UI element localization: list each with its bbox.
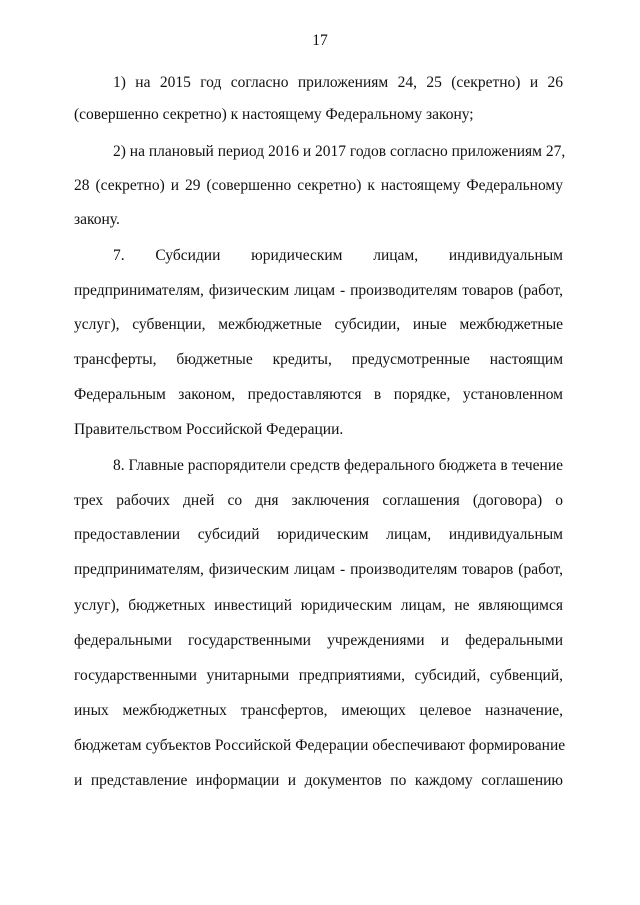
- page-number: 17: [312, 32, 328, 49]
- text-line: 8. Главные распорядители средств федерального бюджета в течение: [113, 457, 563, 474]
- text-line: услуг), субвенции, межбюджетные субсидии, иные межбюджетные: [74, 316, 563, 333]
- text-line: закону.: [74, 211, 120, 228]
- text-line: иных межбюджетных трансфертов, имеющих целевое назначение,: [74, 702, 563, 719]
- text-line: Правительством Российской Федерации.: [74, 421, 344, 438]
- text-line: 7. Субсидии юридическим лицам, индивидуальным: [113, 247, 563, 264]
- text-line: бюджетам субъектов Российской Федерации обеспечивают формирование: [74, 737, 566, 754]
- text-line: 1) на 2015 год согласно приложениям 24, 25 (секретно) и 26: [113, 74, 563, 91]
- text-line: предпринимателям, физическим лицам - производителям товаров (работ,: [74, 561, 563, 578]
- text-line: федеральными государственными учреждениями и федеральными: [74, 632, 563, 649]
- text-line: Федеральным законом, предоставляются в порядке, установленном: [74, 386, 563, 403]
- text-line: государственными унитарными предприятиями, субсидий, субвенций,: [74, 667, 563, 684]
- text-line: и представление информации и документов по каждому соглашению: [74, 772, 563, 789]
- text-line: предоставлении субсидий юридическим лицам, индивидуальным: [74, 526, 563, 543]
- text-line: услуг), бюджетных инвестиций юридическим лицам, не являющимся: [74, 597, 563, 614]
- text-line: предпринимателям, физическим лицам - производителям товаров (работ,: [74, 282, 563, 299]
- text-line: 2) на плановый период 2016 и 2017 годов согласно приложениям 27,: [113, 143, 566, 160]
- text-line: 28 (секретно) и 29 (совершенно секретно) к настоящему Федеральному: [74, 177, 563, 194]
- text-line: (совершенно секретно) к настоящему Федеральному закону;: [74, 106, 474, 123]
- text-line: трех рабочих дней со дня заключения соглашения (договора) о: [74, 492, 563, 509]
- text-line: трансферты, бюджетные кредиты, предусмотренные настоящим: [74, 351, 563, 368]
